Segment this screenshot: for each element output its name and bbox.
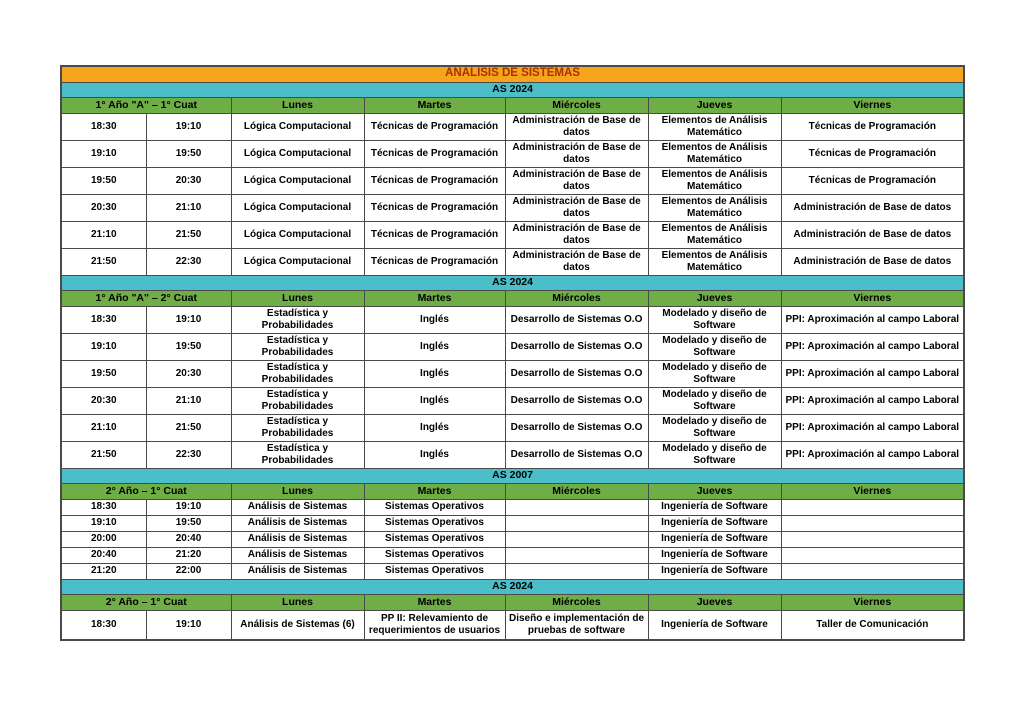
time-start-cell: 19:10	[61, 333, 146, 360]
time-start-cell: 20:40	[61, 547, 146, 563]
class-cell: Técnicas de Programación	[364, 248, 505, 275]
schedule-row	[61, 531, 964, 547]
class-cell	[505, 499, 648, 515]
page-title: ANÁLISIS DE SISTEMAS	[61, 66, 964, 82]
class-cell: Inglés	[364, 333, 505, 360]
time-end-cell: 20:40	[146, 531, 231, 547]
period-label: AS 2007	[61, 468, 964, 483]
class-cell: Ingeniería de Software	[648, 563, 781, 579]
class-cell: Administración de Base de datos	[505, 194, 648, 221]
time-end-cell: 19:10	[146, 306, 231, 333]
class-cell: Elementos de Análisis Matemático	[648, 248, 781, 275]
schedule-row	[61, 515, 964, 531]
period-bar-row	[61, 468, 964, 483]
day-header: Miércoles	[505, 483, 648, 499]
time-start-cell: 20:00	[61, 531, 146, 547]
day-header: Viernes	[781, 594, 964, 610]
day-header: Miércoles	[505, 290, 648, 306]
class-cell: Modelado y diseño de Software	[648, 360, 781, 387]
time-start-cell: 18:30	[61, 499, 146, 515]
day-header: Viernes	[781, 290, 964, 306]
day-header: Viernes	[781, 483, 964, 499]
class-cell: Estadística y Probabilidades	[231, 333, 364, 360]
class-cell: PPI: Aproximación al campo Laboral	[781, 387, 964, 414]
class-cell: Lógica Computacional	[231, 167, 364, 194]
schedule-row	[61, 167, 964, 194]
class-cell	[505, 547, 648, 563]
day-header: Lunes	[231, 97, 364, 113]
time-start-cell: 20:30	[61, 387, 146, 414]
class-cell: Inglés	[364, 441, 505, 468]
schedule-row	[61, 547, 964, 563]
class-cell: Lógica Computacional	[231, 194, 364, 221]
title-row	[61, 66, 964, 82]
class-cell: Administración de Base de datos	[505, 248, 648, 275]
class-cell: Estadística y Probabilidades	[231, 360, 364, 387]
class-cell: Estadística y Probabilidades	[231, 441, 364, 468]
class-cell: Ingeniería de Software	[648, 499, 781, 515]
time-end-cell: 21:20	[146, 547, 231, 563]
class-cell: Sistemas Operativos	[364, 499, 505, 515]
time-start-cell: 19:10	[61, 140, 146, 167]
day-header: Jueves	[648, 483, 781, 499]
day-header: Lunes	[231, 483, 364, 499]
schedule-row	[61, 499, 964, 515]
schedule-row	[61, 306, 964, 333]
class-cell	[781, 563, 964, 579]
day-header: Jueves	[648, 594, 781, 610]
schedule-row	[61, 248, 964, 275]
group-header: 2° Año – 1° Cuat	[61, 594, 231, 610]
class-cell	[781, 499, 964, 515]
class-cell: Técnicas de Programación	[364, 221, 505, 248]
class-cell: Administración de Base de datos	[505, 140, 648, 167]
time-end-cell: 19:50	[146, 333, 231, 360]
class-cell: Técnicas de Programación	[781, 167, 964, 194]
class-cell: Lógica Computacional	[231, 140, 364, 167]
class-cell: Técnicas de Programación	[364, 140, 505, 167]
class-cell	[505, 531, 648, 547]
time-start-cell: 21:50	[61, 441, 146, 468]
class-cell: Sistemas Operativos	[364, 547, 505, 563]
day-header-row	[61, 290, 964, 306]
class-cell: Inglés	[364, 414, 505, 441]
class-cell: Administración de Base de datos	[781, 221, 964, 248]
class-cell	[781, 515, 964, 531]
time-start-cell: 18:30	[61, 610, 146, 640]
time-start-cell: 21:10	[61, 414, 146, 441]
class-cell: Administración de Base de datos	[505, 221, 648, 248]
class-cell	[781, 547, 964, 563]
class-cell: Inglés	[364, 306, 505, 333]
schedule-table-body	[61, 66, 964, 640]
class-cell: Desarrollo de Sistemas O.O	[505, 360, 648, 387]
class-cell: Elementos de Análisis Matemático	[648, 167, 781, 194]
time-start-cell: 19:50	[61, 360, 146, 387]
class-cell: Sistemas Operativos	[364, 515, 505, 531]
class-cell: Modelado y diseño de Software	[648, 333, 781, 360]
class-cell: Análisis de Sistemas	[231, 499, 364, 515]
day-header: Jueves	[648, 97, 781, 113]
class-cell: Taller de Comunicación	[781, 610, 964, 640]
day-header: Martes	[364, 97, 505, 113]
schedule-table	[60, 65, 965, 641]
time-end-cell: 21:50	[146, 414, 231, 441]
class-cell: Modelado y diseño de Software	[648, 387, 781, 414]
day-header: Lunes	[231, 594, 364, 610]
time-end-cell: 19:10	[146, 610, 231, 640]
schedule-row	[61, 610, 964, 640]
day-header-row	[61, 594, 964, 610]
class-cell: Análisis de Sistemas	[231, 547, 364, 563]
day-header: Miércoles	[505, 97, 648, 113]
class-cell: PP II: Relevamiento de requerimientos de usuarios	[364, 610, 505, 640]
time-end-cell: 21:50	[146, 221, 231, 248]
time-end-cell: 19:50	[146, 140, 231, 167]
class-cell: Lógica Computacional	[231, 221, 364, 248]
class-cell: Desarrollo de Sistemas O.O	[505, 333, 648, 360]
class-cell: Análisis de Sistemas (6)	[231, 610, 364, 640]
schedule-row	[61, 441, 964, 468]
time-end-cell: 22:00	[146, 563, 231, 579]
class-cell: Estadística y Probabilidades	[231, 387, 364, 414]
day-header: Miércoles	[505, 594, 648, 610]
day-header: Jueves	[648, 290, 781, 306]
time-start-cell: 18:30	[61, 306, 146, 333]
class-cell: Técnicas de Programación	[364, 113, 505, 140]
day-header: Martes	[364, 594, 505, 610]
schedule-row	[61, 194, 964, 221]
class-cell	[505, 515, 648, 531]
class-cell: Administración de Base de datos	[505, 113, 648, 140]
day-header: Martes	[364, 290, 505, 306]
class-cell: Ingeniería de Software	[648, 515, 781, 531]
class-cell: PPI: Aproximación al campo Laboral	[781, 306, 964, 333]
time-start-cell: 20:30	[61, 194, 146, 221]
class-cell: Sistemas Operativos	[364, 563, 505, 579]
time-end-cell: 21:10	[146, 194, 231, 221]
period-bar-row	[61, 579, 964, 594]
schedule-row	[61, 414, 964, 441]
schedule-row	[61, 221, 964, 248]
class-cell: PPI: Aproximación al campo Laboral	[781, 414, 964, 441]
class-cell: Ingeniería de Software	[648, 610, 781, 640]
class-cell: Administración de Base de datos	[505, 167, 648, 194]
class-cell: PPI: Aproximación al campo Laboral	[781, 333, 964, 360]
group-header: 1° Año "A" – 1° Cuat	[61, 97, 231, 113]
time-start-cell: 18:30	[61, 113, 146, 140]
class-cell: Desarrollo de Sistemas O.O	[505, 306, 648, 333]
class-cell: Análisis de Sistemas	[231, 531, 364, 547]
class-cell: Administración de Base de datos	[781, 194, 964, 221]
day-header: Lunes	[231, 290, 364, 306]
time-start-cell: 21:20	[61, 563, 146, 579]
time-start-cell: 19:10	[61, 515, 146, 531]
class-cell: PPI: Aproximación al campo Laboral	[781, 360, 964, 387]
period-label: AS 2024	[61, 275, 964, 290]
class-cell: Desarrollo de Sistemas O.O	[505, 387, 648, 414]
class-cell: Desarrollo de Sistemas O.O	[505, 441, 648, 468]
day-header: Martes	[364, 483, 505, 499]
class-cell: Técnicas de Programación	[781, 113, 964, 140]
day-header: Viernes	[781, 97, 964, 113]
class-cell: Modelado y diseño de Software	[648, 441, 781, 468]
time-end-cell: 21:10	[146, 387, 231, 414]
class-cell: Administración de Base de datos	[781, 248, 964, 275]
class-cell: Estadística y Probabilidades	[231, 414, 364, 441]
schedule-row	[61, 113, 964, 140]
schedule-row	[61, 387, 964, 414]
class-cell: Análisis de Sistemas	[231, 563, 364, 579]
class-cell: Modelado y diseño de Software	[648, 306, 781, 333]
time-end-cell: 19:10	[146, 113, 231, 140]
period-label: AS 2024	[61, 82, 964, 97]
day-header-row	[61, 97, 964, 113]
time-end-cell: 22:30	[146, 441, 231, 468]
time-start-cell: 21:10	[61, 221, 146, 248]
schedule-row	[61, 333, 964, 360]
group-header: 1° Año "A" – 2° Cuat	[61, 290, 231, 306]
class-cell: Elementos de Análisis Matemático	[648, 113, 781, 140]
class-cell: PPI: Aproximación al campo Laboral	[781, 441, 964, 468]
class-cell: Inglés	[364, 360, 505, 387]
time-start-cell: 19:50	[61, 167, 146, 194]
schedule-row	[61, 140, 964, 167]
period-bar-row	[61, 82, 964, 97]
time-end-cell: 20:30	[146, 167, 231, 194]
class-cell: Ingeniería de Software	[648, 547, 781, 563]
class-cell: Lógica Computacional	[231, 248, 364, 275]
class-cell: Elementos de Análisis Matemático	[648, 140, 781, 167]
class-cell: Técnicas de Programación	[781, 140, 964, 167]
period-bar-row	[61, 275, 964, 290]
class-cell: Diseño e implementación de pruebas de software	[505, 610, 648, 640]
class-cell: Elementos de Análisis Matemático	[648, 221, 781, 248]
class-cell	[505, 563, 648, 579]
time-start-cell: 21:50	[61, 248, 146, 275]
class-cell: Sistemas Operativos	[364, 531, 505, 547]
time-end-cell: 22:30	[146, 248, 231, 275]
class-cell: Inglés	[364, 387, 505, 414]
time-end-cell: 20:30	[146, 360, 231, 387]
schedule-row	[61, 563, 964, 579]
period-label: AS 2024	[61, 579, 964, 594]
day-header-row	[61, 483, 964, 499]
group-header: 2° Año – 1° Cuat	[61, 483, 231, 499]
class-cell	[781, 531, 964, 547]
class-cell: Técnicas de Programación	[364, 167, 505, 194]
class-cell: Estadística y Probabilidades	[231, 306, 364, 333]
time-end-cell: 19:10	[146, 499, 231, 515]
class-cell: Análisis de Sistemas	[231, 515, 364, 531]
class-cell: Ingeniería de Software	[648, 531, 781, 547]
schedule-row	[61, 360, 964, 387]
class-cell: Modelado y diseño de Software	[648, 414, 781, 441]
class-cell: Técnicas de Programación	[364, 194, 505, 221]
class-cell: Desarrollo de Sistemas O.O	[505, 414, 648, 441]
class-cell: Elementos de Análisis Matemático	[648, 194, 781, 221]
time-end-cell: 19:50	[146, 515, 231, 531]
class-cell: Lógica Computacional	[231, 113, 364, 140]
